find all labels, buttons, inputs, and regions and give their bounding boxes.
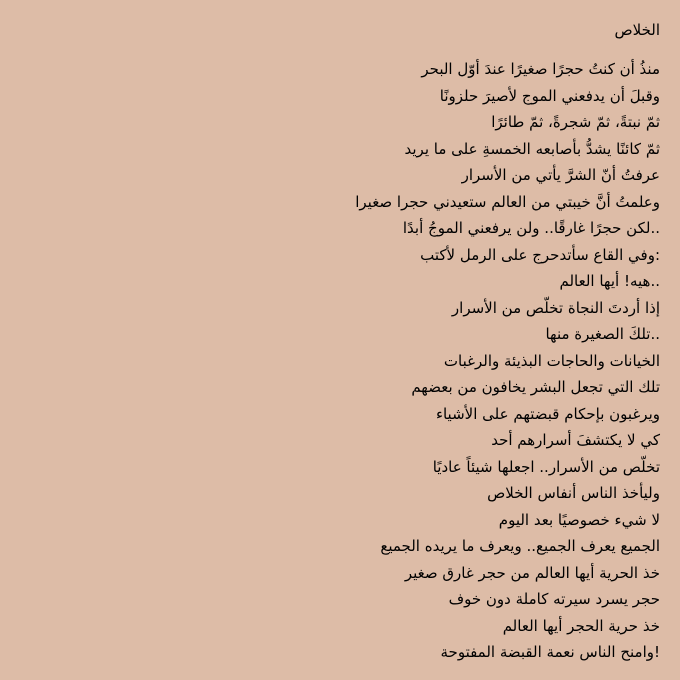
poem-line: ..لكن حجرًا غارقًا.. ولن يرفعني الموجُ أبدًا (402, 219, 660, 237)
poem-line: تخلّص من الأسرار.. اجعلها شيئاً عاديًا (432, 457, 660, 476)
poem-line: :وفي القاع سأتدحرج على الرمل لأكتب (420, 245, 660, 264)
poem-line: حجر يسرد سيرته كاملة دون خوف (448, 590, 660, 608)
poem-line: ثمّ كائنًا يشدُّ بأصابعه الخمسةِ على ما يريد (404, 139, 660, 158)
poem-line: ..تلكَ الصغيرة منها (545, 325, 660, 343)
poem-body (20, 56, 660, 666)
poem-line: خذ حرية الحجر أيها العالم (502, 616, 660, 635)
poem-line: وليأخذ الناس أنفاس الخلاص (487, 484, 660, 502)
poem-line: كي لا يكتشفَ أسرارهم أحد (491, 431, 660, 449)
poem-line: إذا أردتَ النجاة تخلّص من الأسرار (451, 298, 660, 317)
poem-line: ويرغبون بإحكام قبضتهم على الأشياء (435, 404, 660, 423)
poem-line: !وامنح الناس نعمة القبضة المفتوحة (440, 643, 660, 661)
poem-line: وقبلَ أن يدفعني الموج لأصيرَ حلزونًا (439, 86, 660, 105)
poem-line: ..هيه! أيها العالم (559, 272, 660, 290)
poem-title: الخلاص (614, 21, 660, 39)
poem-line: منذُ أن كنتُ حجرًا صغيرًا عندَ أوّل البحر (421, 60, 660, 78)
poem-line: الجميع يعرف الجميع.. ويعرف ما يريده الجميع (380, 537, 660, 555)
poem-line: لا شيء خصوصيًا بعد اليوم (498, 510, 660, 529)
poem-line: عرفتُ أنّ الشرَّ يأتي من الأسرار (461, 166, 660, 184)
poem-line: وعلمتُ أنَّ خيبتي من العالم ستعيدني حجرا صغيرا (355, 192, 660, 211)
poem-line: الخيانات والحاجات البذيئة والرغبات (443, 351, 660, 370)
poem-line: خذ الحرية أيها العالم من حجر غارق صغير (404, 563, 660, 582)
poem-line: تلك التي تجعل البشر يخافون من بعضهم (411, 378, 660, 396)
poem-line: ثمّ نبتةً، ثمّ شجرةً، ثمّ طائرًا (491, 113, 660, 131)
